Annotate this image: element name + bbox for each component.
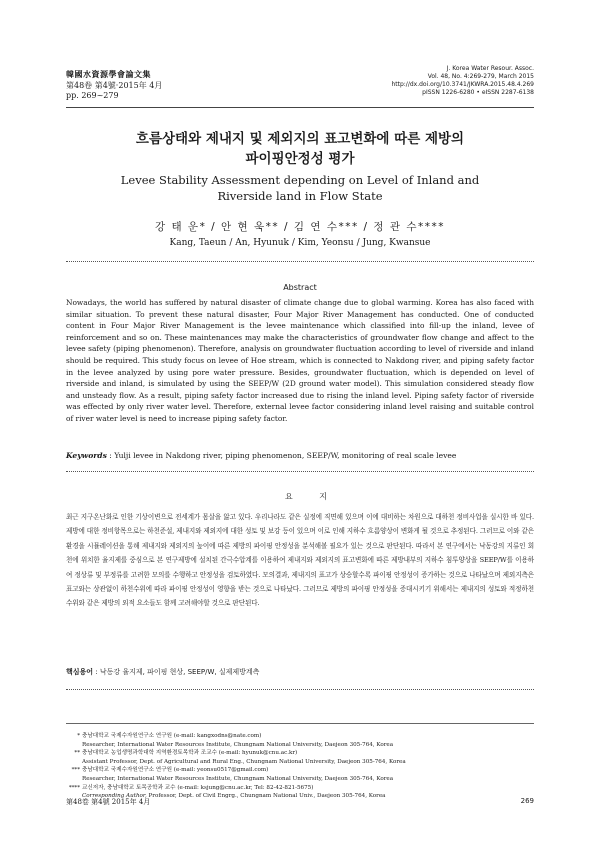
journal-name-ko: 韓國水資源學會論文集 <box>66 70 151 79</box>
author-footnotes <box>66 732 534 801</box>
footnote-affiliation-en: Researcher, International Water Resources Institute, Chungnam National University, Daejeon 305-764, Korea <box>82 741 394 748</box>
footnote-mark: ** <box>74 750 80 757</box>
author-divider <box>66 261 534 262</box>
footnote-mark: *** <box>71 767 80 774</box>
journal-pages: pp. 269~279 <box>66 91 119 100</box>
title-english-line-2: Riverside land in Flow State <box>217 189 383 203</box>
footnote-mark: * <box>77 733 80 739</box>
abstract-divider <box>66 471 534 472</box>
footnote-affiliation-ko: 충남대학교 농업생명과학대학 지역환경토목학과 조교수 (e-mail: hyunuk@cnu.ac.kr) <box>82 750 298 757</box>
authors-english: Kang, Taeun / An, Hyunuk / Kim, Yeonsu / Jung, Kwansue <box>169 238 431 248</box>
title-korean-line-1: 흐름상태와 제내지 및 제외지의 표고변화에 따른 제방의 <box>135 131 465 147</box>
footnote-affiliation-ko: 충남대학교 국제수자원연구소 연구원 (e-mail: yeonsu0517@gmail.com) <box>82 767 269 774</box>
journal-volume-ko: 第48卷 第4號·2015年 4月 <box>66 80 163 90</box>
footnote-affiliation-ko: 충남대학교 국제수자원연구소 연구원 (e-mail: kangxodns@nate.com) <box>82 733 262 739</box>
title-english <box>66 172 534 204</box>
summary-body: 최근 지구온난화로 인한 기상이변으로 전세계가 몸살을 앓고 있다. 우리나라도 같은 실정에 직면해 있으며 이에 대비하는 차원으로 대하천 정비사업을 실시한 바 있다. 제방에 대한 정비항목으로는 하천준설, 제내지와 제외지에 대한 성토 및 보강 등이 있으며 이로 인해 지하수 흐름양상이 변화게 될 것으로 추정된다. 그러므로 이와 같은 환경을 시뮬레이션을 통해 제내지와 제외지의 높이에 따른 제방의 파이핑 안정성을 분석해볼 필요가 있는 것으로 판단된다. 따라서 본 연구에서는 낙동강의 지류인 회천에 위치한 율지제를 중심으로 본 연구제방에 설치된 간극수압계를 이용하여 제내지와 제외지의 표고변화에 따른 제방내부의 지하수 침투양상을 SEEP/W를 이용하여 정상류 및 부정류를 고려한 모의를 수행하고 안정성을 검토하였다. 모의결과, 제내지의 표고가 상승할수록 파이핑 안정성이 증가하는 것으로 나타났으며 제외지측은 표고와는 상관없이 하천수위에 따라 파이핑 안정성이 영향을 받는 것으로 나타났다. 그러므로 제방의 파이핑 안정성을 증대시키기 위해서는 제내지의 성토와 적정하천수위와 같은 제방의 외적 요소들도 함께 고려해야할 것으로 판단된다. <box>66 513 534 608</box>
summary-divider <box>66 689 534 690</box>
keywords-korean <box>66 667 534 677</box>
abstract-body: Nowadays, the world has suffered by natural disaster of climate change due to global warming. Korea has also faced with similar situation. To prevent these natural disaster, Four Major River Management has conducted. One of conducted content in Four Major River Management is the levee maintenance which classified into fill-up the inland, levee of reinforcement and so on. These maintenances may make the characteristics of groundwater flow change and affect to the levee safety (piping phenomenon). Therefore, analysis on groundwater fluctuation according to level of riverside and inland should be required. This study focus on levee of Hoe stream, which is connected to Nakdong river, and piping safety factor in the levee analyzed by using pore water pressure. Besides, groundwater fluctuation, which is depended on level of riverside and inland, is simulated by using the SEEP/W (2D ground water model). This simulation considered steady flow and unsteady flow. As a result, piping safety factor increased due to rising the inland level. Piping safety factor of riverside was effected by only river water level. Therefore, external levee factor considering inland level raising and suitable control of river water level is need to increase piping safety factor. <box>66 298 534 423</box>
authors-korean: 강 태 운* / 안 현 욱** / 김 연 수*** / 정 관 수**** <box>154 221 446 233</box>
corresponding-author-label: Corresponding Author, <box>82 793 147 800</box>
header-divider <box>66 107 534 108</box>
journal-header-en <box>391 65 534 97</box>
page-number: 269 <box>520 797 534 805</box>
footnote-affiliation-ko: 교신저자, 충남대학교 토목공학과 교수 (e-mail: ksjung@cnu.ac.kr, Tel: 82-42-821-5675) <box>82 784 314 791</box>
journal-name-en: J. Korea Water Resour. Assoc. <box>446 65 534 72</box>
footnote-divider <box>66 723 534 724</box>
footnote-item <box>66 766 534 783</box>
journal-volume-en: Vol. 48, No. 4:269-279, March 2015 <box>427 73 534 80</box>
footnote-item <box>66 749 534 766</box>
footer-volume: 第48卷 第4號 2015年 4月 <box>66 798 151 806</box>
footnote-affiliation-en: Researcher, International Water Resources Institute, Chungnam National University, Daejeon 305-764, Korea <box>82 775 394 782</box>
summary-heading: 요 지 <box>285 492 339 501</box>
abstract-heading: Abstract <box>283 283 317 292</box>
footnote-affiliation-en-rest: Professor, Dept. of Civil Engrg., Chungnam National Univ., Daejeon 305-764, Korea <box>146 793 386 800</box>
issn: pISSN 1226-6280 • eISSN 2287-6138 <box>422 89 534 96</box>
footnote-item <box>66 732 534 749</box>
keywords-english <box>66 450 534 461</box>
keywords-korean-text: : 낙동강 율지제, 파이핑 현상, SEEP/W, 실제제방계측 <box>93 668 260 676</box>
footnote-affiliation-en: Assistant Professor, Dept. of Agricultural and Rural Eng., Chungnam National University, Daejeon 305-764, Korea <box>82 758 406 765</box>
keywords-korean-label: 핵심용어 <box>66 668 94 676</box>
title-english-line-1: Levee Stability Assessment depending on Level of Inland and <box>120 173 480 187</box>
keywords-label: Keywords <box>66 451 107 460</box>
title-korean <box>66 129 534 169</box>
journal-header-ko <box>66 70 162 102</box>
footnote-mark: **** <box>68 784 80 791</box>
title-korean-line-2: 파이핑안정성 평가 <box>245 151 355 167</box>
doi-link[interactable]: http://dx.doi.org/10.3741/JKWRA.2015.48.4.269 <box>391 81 534 88</box>
keywords-text: : Yulji levee in Nakdong river, piping phenomenon, SEEP/W, monitoring of real scale levee <box>106 451 457 460</box>
